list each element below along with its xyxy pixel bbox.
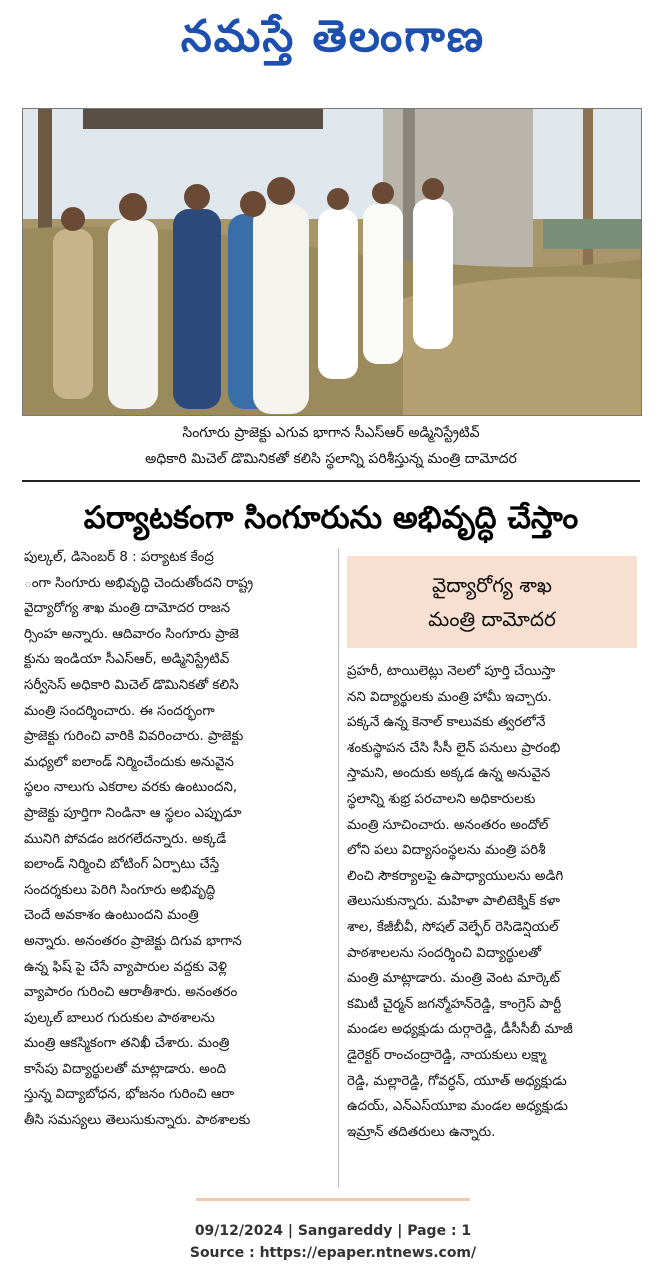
article-line: తీసి సమస్యలు తెలుసుకున్నారు. పాఠశాలకు — [24, 1113, 251, 1129]
article-line: లోని పలు విద్యాసంస్థలను మంత్రి పరిశీ — [347, 843, 546, 859]
article-line: నని విద్యార్థులకు మంత్రి హామీ ఇచ్చారు. — [347, 689, 552, 705]
article-line: పుల్కల్, డిసెంబర్ 8 : పర్యాటక కేంద్ర — [24, 550, 214, 565]
article-line: వ్యాపారం గురించి ఆరాతీశారు. అనంతరం — [24, 985, 238, 1001]
article-line: శాల, కేజీబీవీ, సోషల్ వెల్ఫేర్ రెసిడెన్షియల్ — [347, 919, 559, 935]
article-line: వైద్యారోగ్య శాఖ మంత్రి దామోదర రాజన — [24, 601, 231, 617]
article-line: ప్రాజెక్టు గురించి వారికి వివరించారు. ప్రాజెక్టు — [24, 729, 244, 745]
footer-divider — [196, 1198, 470, 1201]
article-line: మంత్రి సందర్శించారు. ఈ సందర్భంగా — [24, 703, 215, 719]
article-line: పుల్కల్ బాలుర గురుకుల పాఠశాలను — [24, 1010, 215, 1026]
article-line: ఐలాండ్ నిర్మించి బోటింగ్ ఏర్పాటు చేస్తే — [24, 857, 220, 873]
article-line: కాసేపు విద్యార్థులతో మాట్లాడారు. అంది — [24, 1061, 227, 1077]
footer — [0, 1220, 666, 1264]
article-line: మునిగి పోవడం జరగలేదన్నారు. అక్కడే — [24, 831, 227, 847]
article-line: మంత్రి ఆకస్మికంగా తనిఖీ చేశారు. మంత్రి — [24, 1036, 230, 1052]
article-line: డైరెక్టర్ రాంచంద్రారెడ్డి, నాయకులు లక్ష్మా — [347, 1047, 547, 1063]
article-line: పక్కనే ఉన్న కెనాల్ కాలువకు త్వరలోనే — [347, 715, 546, 731]
masthead-title: నమస్తే తెలంగాణ — [180, 11, 486, 62]
article-line: స్థలం నాలుగు ఎకరాల వరకు ఉంటుందని, — [24, 780, 238, 796]
article-line: మంత్రి సూచించారు. అనంతరం అందోల్ — [347, 817, 549, 833]
article-line: ర్సింహ అన్నారు. ఆదివారం సింగూరు ప్రాజె — [24, 626, 239, 642]
article-line: తెలుసుకున్నారు. మహిళా పాలిటెక్నిక్ కళా — [347, 894, 561, 910]
article-column-left — [24, 545, 334, 1134]
article-line: మండల అధ్యక్షుడు దుర్గారెడ్డి, డీసీసీబీ మాజీ — [347, 1022, 573, 1038]
photo-caption — [22, 420, 640, 472]
article-line: ప్రాజెక్టు పూర్తిగా నిండినా ఆ స్థలం ఎప్పుడూ — [24, 805, 242, 821]
article-line: శంకుస్థాపన చేసి సీసీ లైన్ పనులు ప్రారంభి — [347, 740, 561, 756]
article-line: ఉన్న ఫిష్ పై చేసే వ్యాపారుల వద్దకు వెళ్లి — [24, 959, 227, 975]
article-line: స్థలాన్ని శుభ్ర పరచాలని అధికారులకు — [347, 791, 536, 807]
article-line: సర్వీసెస్ అధికారి మిచెల్ డొమినికతో కలిసి — [24, 677, 239, 693]
article-line: క్టును ఇండియా సీఎస్ఆర్, అడ్మినిస్ట్రేటివ్ — [24, 652, 230, 668]
news-photo — [22, 108, 642, 416]
article-line: రెడ్డి, మల్లారెడ్డి, గోవర్ధన్, యూత్ అధ్యక్షుడు — [347, 1073, 567, 1089]
article-line: స్తామని, అందుకు అక్కడ ఉన్న అనువైన — [347, 766, 551, 782]
article-line: ఇమ్రాన్ తదితరులు ఉన్నారు. — [347, 1124, 496, 1140]
caption-line: సింగూరు ప్రాజెక్టు ఎగువ భాగాన సీఎస్ఆర్ అడ్మినిస్ట్రేటివ్ — [182, 425, 480, 441]
article-column-right — [347, 659, 635, 1145]
deck-line: వైద్యారోగ్య శాఖ — [431, 573, 553, 597]
article-line: మంత్రి మాట్లాడారు. మంత్రి వెంట మార్కెట్ — [347, 971, 561, 987]
article-line: చెందే అవకాశం ఉంటుందని మంత్రి — [24, 908, 199, 924]
article-line: ంగా సింగూరు అభివృద్ధి చెందుతోందని రాష్ట్ర — [24, 575, 254, 591]
divider — [22, 480, 640, 482]
column-divider — [338, 548, 339, 1188]
footer-edition-info: 09/12/2024 | Sangareddy | Page : 1 — [194, 1223, 472, 1239]
article-line: అన్నారు. అనంతరం ప్రాజెక్టు దిగువ భాగాన — [24, 933, 242, 949]
footer-source: Source : https://epaper.ntnews.com/ — [189, 1245, 477, 1261]
article-line: స్తున్న విద్యాబోధన, భోజనం గురించి ఆరా — [24, 1087, 235, 1103]
headline: పర్యాటకంగా సింగూరును అభివృద్ధి చేస్తాం — [83, 500, 579, 536]
article-line: ప్రహరీ, టాయిలెట్లు నెలలో పూర్తి చేయిస్తా — [347, 664, 556, 679]
deck-line: మంత్రి దామోదర — [428, 607, 556, 631]
article-line: కమిటీ చైర్మన్ జగన్మోహన్‌రెడ్డి, కాంగ్రెస్ పార్టీ — [347, 996, 562, 1012]
article-line: మధ్యలో ఐలాండ్ నిర్మించేందుకు అనువైన — [24, 754, 234, 770]
article-line: సందర్శకులు పెరిగి సింగూరు అభివృద్ధి — [24, 882, 216, 898]
deck-box — [347, 556, 637, 648]
article-line: పాఠశాలలను సందర్శించి విద్యార్థులతో — [347, 945, 542, 961]
article-line: ఉదయ్, ఎన్ఎస్‌యూఐ మండల అధ్యక్షుడు — [347, 1099, 568, 1115]
caption-line: అధికారి మిచెల్ డొమినికతో కలిసి స్థలాన్ని పరిశీస్తున్న మంత్రి దామోదర — [145, 451, 517, 467]
article-line: లించి సౌకర్యాలపై ఉపాధ్యాయులను అడిగి — [347, 868, 564, 884]
